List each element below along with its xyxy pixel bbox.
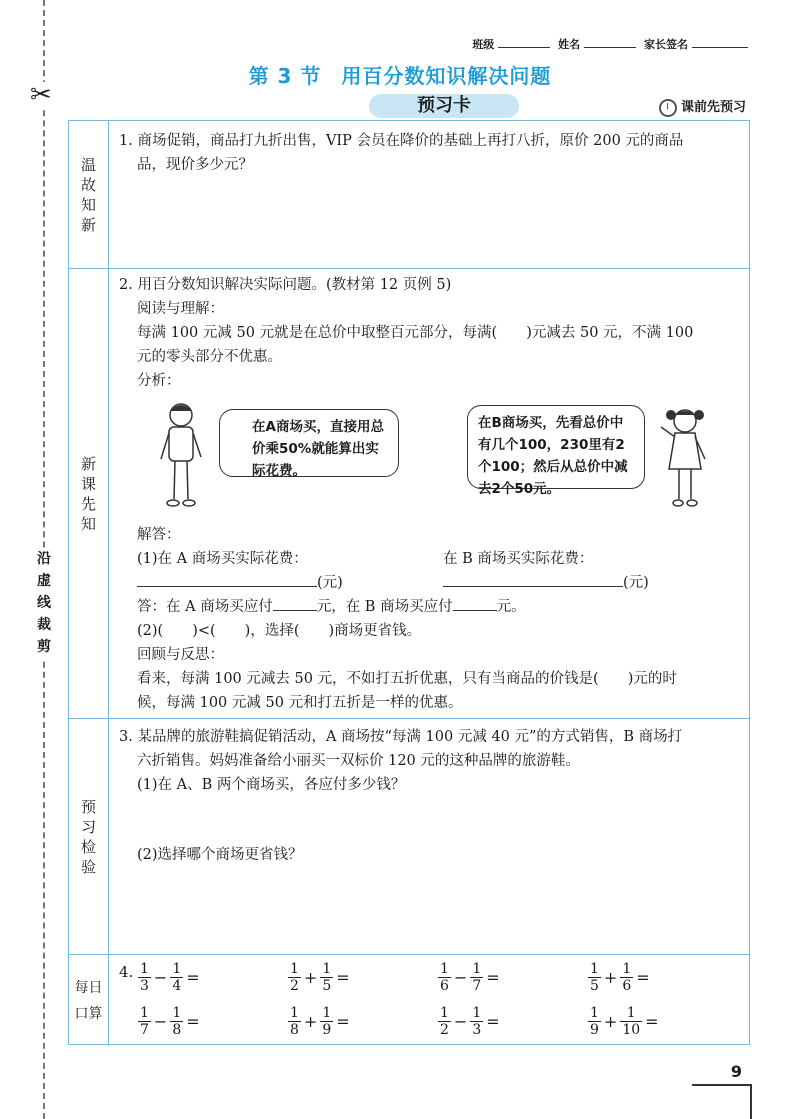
fraction <box>620 1005 642 1038</box>
equals-sign: = <box>186 968 200 987</box>
preview-tag-text: 课前先预习 <box>680 100 746 115</box>
label-char: 新 <box>80 454 96 473</box>
store-line <box>119 547 743 571</box>
fraction <box>288 961 301 994</box>
answer-content <box>119 523 743 715</box>
question-2: 2. 用百分数知识解决实际问题。(教材第 12 页例 5) <box>119 277 452 293</box>
bubble-a: 在A商场买，直接用总价乘50%就能算出实际花费。 <box>219 409 399 477</box>
subtitle: 预习卡 <box>417 95 471 116</box>
fraction <box>588 961 601 994</box>
parent-label: 家长签名 <box>644 38 688 51</box>
math-problem <box>587 1005 661 1038</box>
label-char: 温 <box>80 155 96 174</box>
question-3-line1: 3. 某品牌的旅游鞋搞促销活动，A 商场按“每满 100 元减 40 元”的方式销售，B 商场打 <box>119 729 683 745</box>
numerator: 1 <box>172 961 182 977</box>
denominator: 10 <box>622 1022 641 1038</box>
boy-illustration <box>157 399 205 511</box>
new-lesson-row <box>69 269 749 719</box>
label-char: 先 <box>80 494 96 513</box>
review-content <box>119 129 743 177</box>
reflect-text-2: 候，每满 100 元减 50 元和打五折是一样的优惠。 <box>137 695 463 711</box>
numerator: 1 <box>620 1005 642 1022</box>
equals-sign: = <box>636 968 650 987</box>
fraction <box>470 1005 483 1038</box>
store-blank-line <box>119 571 743 595</box>
operator: − <box>453 968 468 987</box>
math-problem <box>587 961 652 994</box>
class-label: 班级 <box>472 38 495 51</box>
review-row <box>69 121 749 269</box>
fraction <box>138 1005 151 1038</box>
equals-sign: = <box>336 1012 350 1031</box>
denominator: 4 <box>172 978 182 994</box>
preview-tag <box>659 96 746 117</box>
bubble-b: 在B商场买，先看总价中有几个100，230里有2个100；然后从总价中减去2个50元。 <box>467 405 645 489</box>
corner-mark <box>750 1084 752 1119</box>
numerator: 1 <box>290 1005 299 1021</box>
numerator: 1 <box>590 1005 599 1021</box>
section-number: 第 3 节 <box>248 64 322 88</box>
question-3b: (2)选择哪个商场更省钱？ <box>137 847 303 863</box>
numerator: 1 <box>322 1005 332 1021</box>
fraction <box>438 961 451 994</box>
daily-number: 4. <box>119 963 134 981</box>
math-problem <box>137 961 202 994</box>
check-row <box>69 719 749 955</box>
denominator: 9 <box>322 1022 332 1038</box>
page-title <box>0 60 800 89</box>
label-char: 习 <box>80 817 96 836</box>
math-problem <box>437 961 502 994</box>
new-lesson-label <box>69 269 109 718</box>
equals-sign: = <box>486 1012 500 1031</box>
a-store-blank[interactable] <box>137 586 317 587</box>
operator: + <box>603 1012 618 1031</box>
answer-heading: 解答： <box>137 527 181 543</box>
equals-sign: = <box>336 968 350 987</box>
reply-blank-b[interactable] <box>453 610 497 611</box>
denominator: 3 <box>140 978 149 994</box>
operator: − <box>153 968 168 987</box>
name-blank[interactable] <box>584 47 636 48</box>
fraction <box>620 961 633 994</box>
numerator: 1 <box>172 1005 182 1021</box>
cut-char: 沿 <box>37 551 51 567</box>
label-char: 知 <box>80 514 96 533</box>
denominator: 6 <box>440 978 449 994</box>
label-char: 知 <box>80 195 96 214</box>
equals-sign: = <box>186 1012 200 1031</box>
label-char: 新 <box>80 215 96 234</box>
check-label <box>69 719 109 954</box>
label-char: 验 <box>80 857 96 876</box>
header-fields <box>472 36 752 52</box>
numerator: 1 <box>140 961 149 977</box>
operator: − <box>153 1012 168 1031</box>
denominator: 9 <box>590 1022 599 1038</box>
denominator: 6 <box>622 978 632 994</box>
fraction <box>320 1005 333 1038</box>
numerator: 1 <box>322 961 332 977</box>
label-char: 口算 <box>74 1005 103 1022</box>
daily-row <box>69 955 749 1046</box>
reply-part-2: 元，在 B 商场买应付 <box>316 599 453 615</box>
scissors-icon: ✂ <box>30 80 52 110</box>
question-3a: (1)在 A、B 两个商场买，各应付多少钱？ <box>137 777 406 793</box>
girl-illustration <box>659 405 711 509</box>
page-number: 9 <box>730 1062 742 1081</box>
fraction <box>470 961 483 994</box>
reply-part-1: 答：在 A 商场买应付 <box>137 599 273 615</box>
reply-line <box>119 595 743 619</box>
math-problem <box>287 1005 352 1038</box>
denominator: 5 <box>590 978 599 994</box>
numerator: 1 <box>140 1005 149 1021</box>
reflect-heading: 回顾与反思： <box>137 647 224 663</box>
math-problem <box>287 961 352 994</box>
class-blank[interactable] <box>498 47 550 48</box>
new-lesson-content <box>119 273 743 393</box>
math-problem <box>437 1005 502 1038</box>
numerator: 1 <box>622 961 632 977</box>
numerator: 1 <box>590 961 599 977</box>
cut-char: 虚 <box>37 573 51 589</box>
numerator: 1 <box>472 1005 482 1021</box>
read-text-2: 元的零头部分不优惠。 <box>137 349 282 365</box>
reflect-text-1: 看来，每满 100 元减去 50 元，不如打五折优惠，只有当商品的价钱是( )元的时 <box>137 671 677 687</box>
denominator: 2 <box>440 1022 449 1038</box>
b-store-blank[interactable] <box>443 586 623 587</box>
reply-blank-a[interactable] <box>273 610 317 611</box>
check-content <box>119 725 743 867</box>
clock-icon <box>659 99 677 117</box>
name-label: 姓名 <box>558 38 581 51</box>
operator: + <box>603 968 618 987</box>
corner-mark <box>692 1084 752 1086</box>
label-char: 检 <box>80 837 96 856</box>
math-problem <box>137 1005 202 1038</box>
denominator: 7 <box>472 978 482 994</box>
a-store-label: (1)在 A 商场买实际花费： <box>137 551 308 567</box>
subtitle-bar <box>68 95 752 120</box>
label-char: 每日 <box>74 979 103 996</box>
denominator: 8 <box>290 1022 299 1038</box>
daily-label <box>69 955 109 1046</box>
label-char: 课 <box>80 474 96 493</box>
analysis-heading: 分析： <box>137 373 181 389</box>
b-store-unit: (元) <box>623 575 649 591</box>
question-3-line2: 六折销售。妈妈准备给小丽买一双标价 120 元的这种品牌的旅游鞋。 <box>137 753 580 769</box>
operator: + <box>303 968 318 987</box>
question-1-line2: 品，现价多少元？ <box>137 157 253 173</box>
denominator: 2 <box>290 978 299 994</box>
cut-char: 裁 <box>37 617 51 633</box>
numerator: 1 <box>290 961 299 977</box>
section-title: 用百分数知识解决问题 <box>341 64 552 88</box>
fraction <box>288 1005 301 1038</box>
fraction <box>170 961 183 994</box>
fraction <box>438 1005 451 1038</box>
read-text-1: 每满 100 元减 50 元就是在总价中取整百元部分，每满( )元减去 50 元，不满 100 <box>137 325 694 341</box>
label-char: 故 <box>80 175 96 194</box>
denominator: 8 <box>172 1022 182 1038</box>
cut-char: 线 <box>37 595 51 611</box>
cut-instruction <box>33 548 55 658</box>
fraction <box>588 1005 601 1038</box>
equals-sign: = <box>645 1012 659 1031</box>
reply-part-3: 元。 <box>496 599 526 615</box>
denominator: 5 <box>322 978 332 994</box>
fraction <box>320 961 333 994</box>
denominator: 7 <box>140 1022 149 1038</box>
fraction <box>138 961 151 994</box>
review-label <box>69 121 109 268</box>
worksheet-table <box>68 120 750 1045</box>
read-heading: 阅读与理解： <box>137 301 224 317</box>
numerator: 1 <box>472 961 482 977</box>
a-store-unit: (元) <box>317 575 343 591</box>
cut-char: 剪 <box>37 639 51 655</box>
b-store-label: 在 B 商场买实际花费： <box>443 551 594 567</box>
numerator: 1 <box>440 961 449 977</box>
fraction <box>170 1005 183 1038</box>
denominator: 3 <box>472 1022 482 1038</box>
parent-blank[interactable] <box>692 47 748 48</box>
label-char: 预 <box>80 797 96 816</box>
equals-sign: = <box>486 968 500 987</box>
compare-line: (2)( )<( )，选择( )商场更省钱。 <box>137 623 422 639</box>
operator: + <box>303 1012 318 1031</box>
numerator: 1 <box>440 1005 449 1021</box>
operator: − <box>453 1012 468 1031</box>
question-1-line1: 1. 商场促销，商品打九折出售，VIP 会员在降价的基础上再打八折，原价 200 元的商品 <box>119 133 684 149</box>
